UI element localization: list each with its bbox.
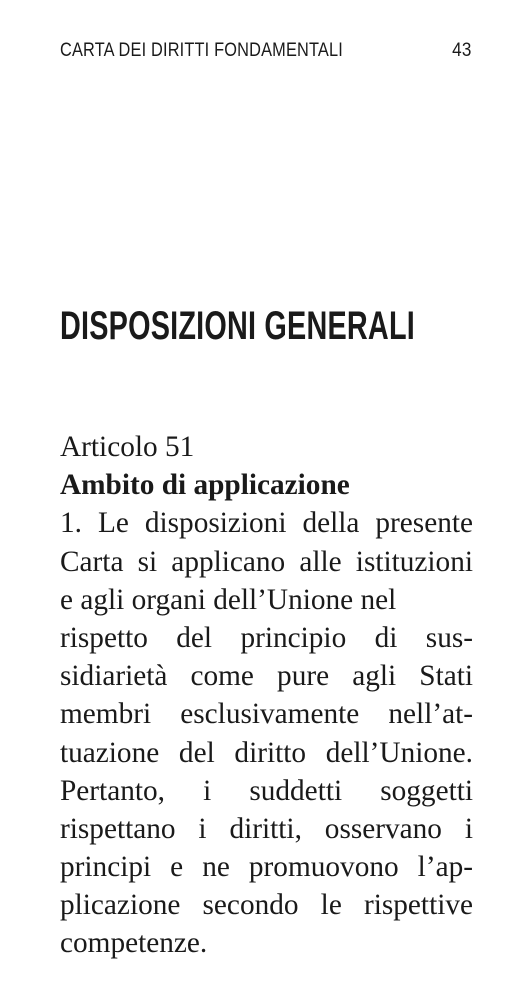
article-51 — [60, 428, 473, 963]
article-body-line: rispetto del principio di sus- — [60, 621, 473, 654]
article-body-line: tuazione del diritto dell’Unione. — [60, 736, 473, 769]
article-body-line: e agli organi dell’Unione nel — [60, 583, 397, 616]
article-body-line: plicazione secondo le rispettive — [60, 889, 473, 922]
section-title: DISPOSIZIONI GENERALI — [60, 304, 415, 348]
article-body-line: 1. Le disposizioni della presente — [60, 507, 473, 540]
article-body-line: membri esclusivamente nell’at- — [60, 698, 473, 731]
article-number: Articolo 51 — [60, 431, 195, 463]
article-body-line: sidiarietà come pure agli Stati — [60, 660, 473, 693]
article-body-line: rispettano i diritti, osservano i — [60, 812, 473, 845]
page-number: 43 — [452, 40, 472, 61]
running-header — [60, 40, 472, 70]
running-title: CARTA DEI DIRITTI FONDAMENTALI — [60, 40, 343, 61]
article-body-line: competenze. — [60, 927, 208, 960]
article-body-line: principi e ne promuovono l’ap- — [60, 851, 473, 884]
article-body-line: Carta si applicano alle istituzioni — [60, 545, 473, 578]
article-body-line: Pertanto, i suddetti soggetti — [60, 774, 473, 807]
article-heading: Ambito di applicazione — [60, 469, 350, 502]
